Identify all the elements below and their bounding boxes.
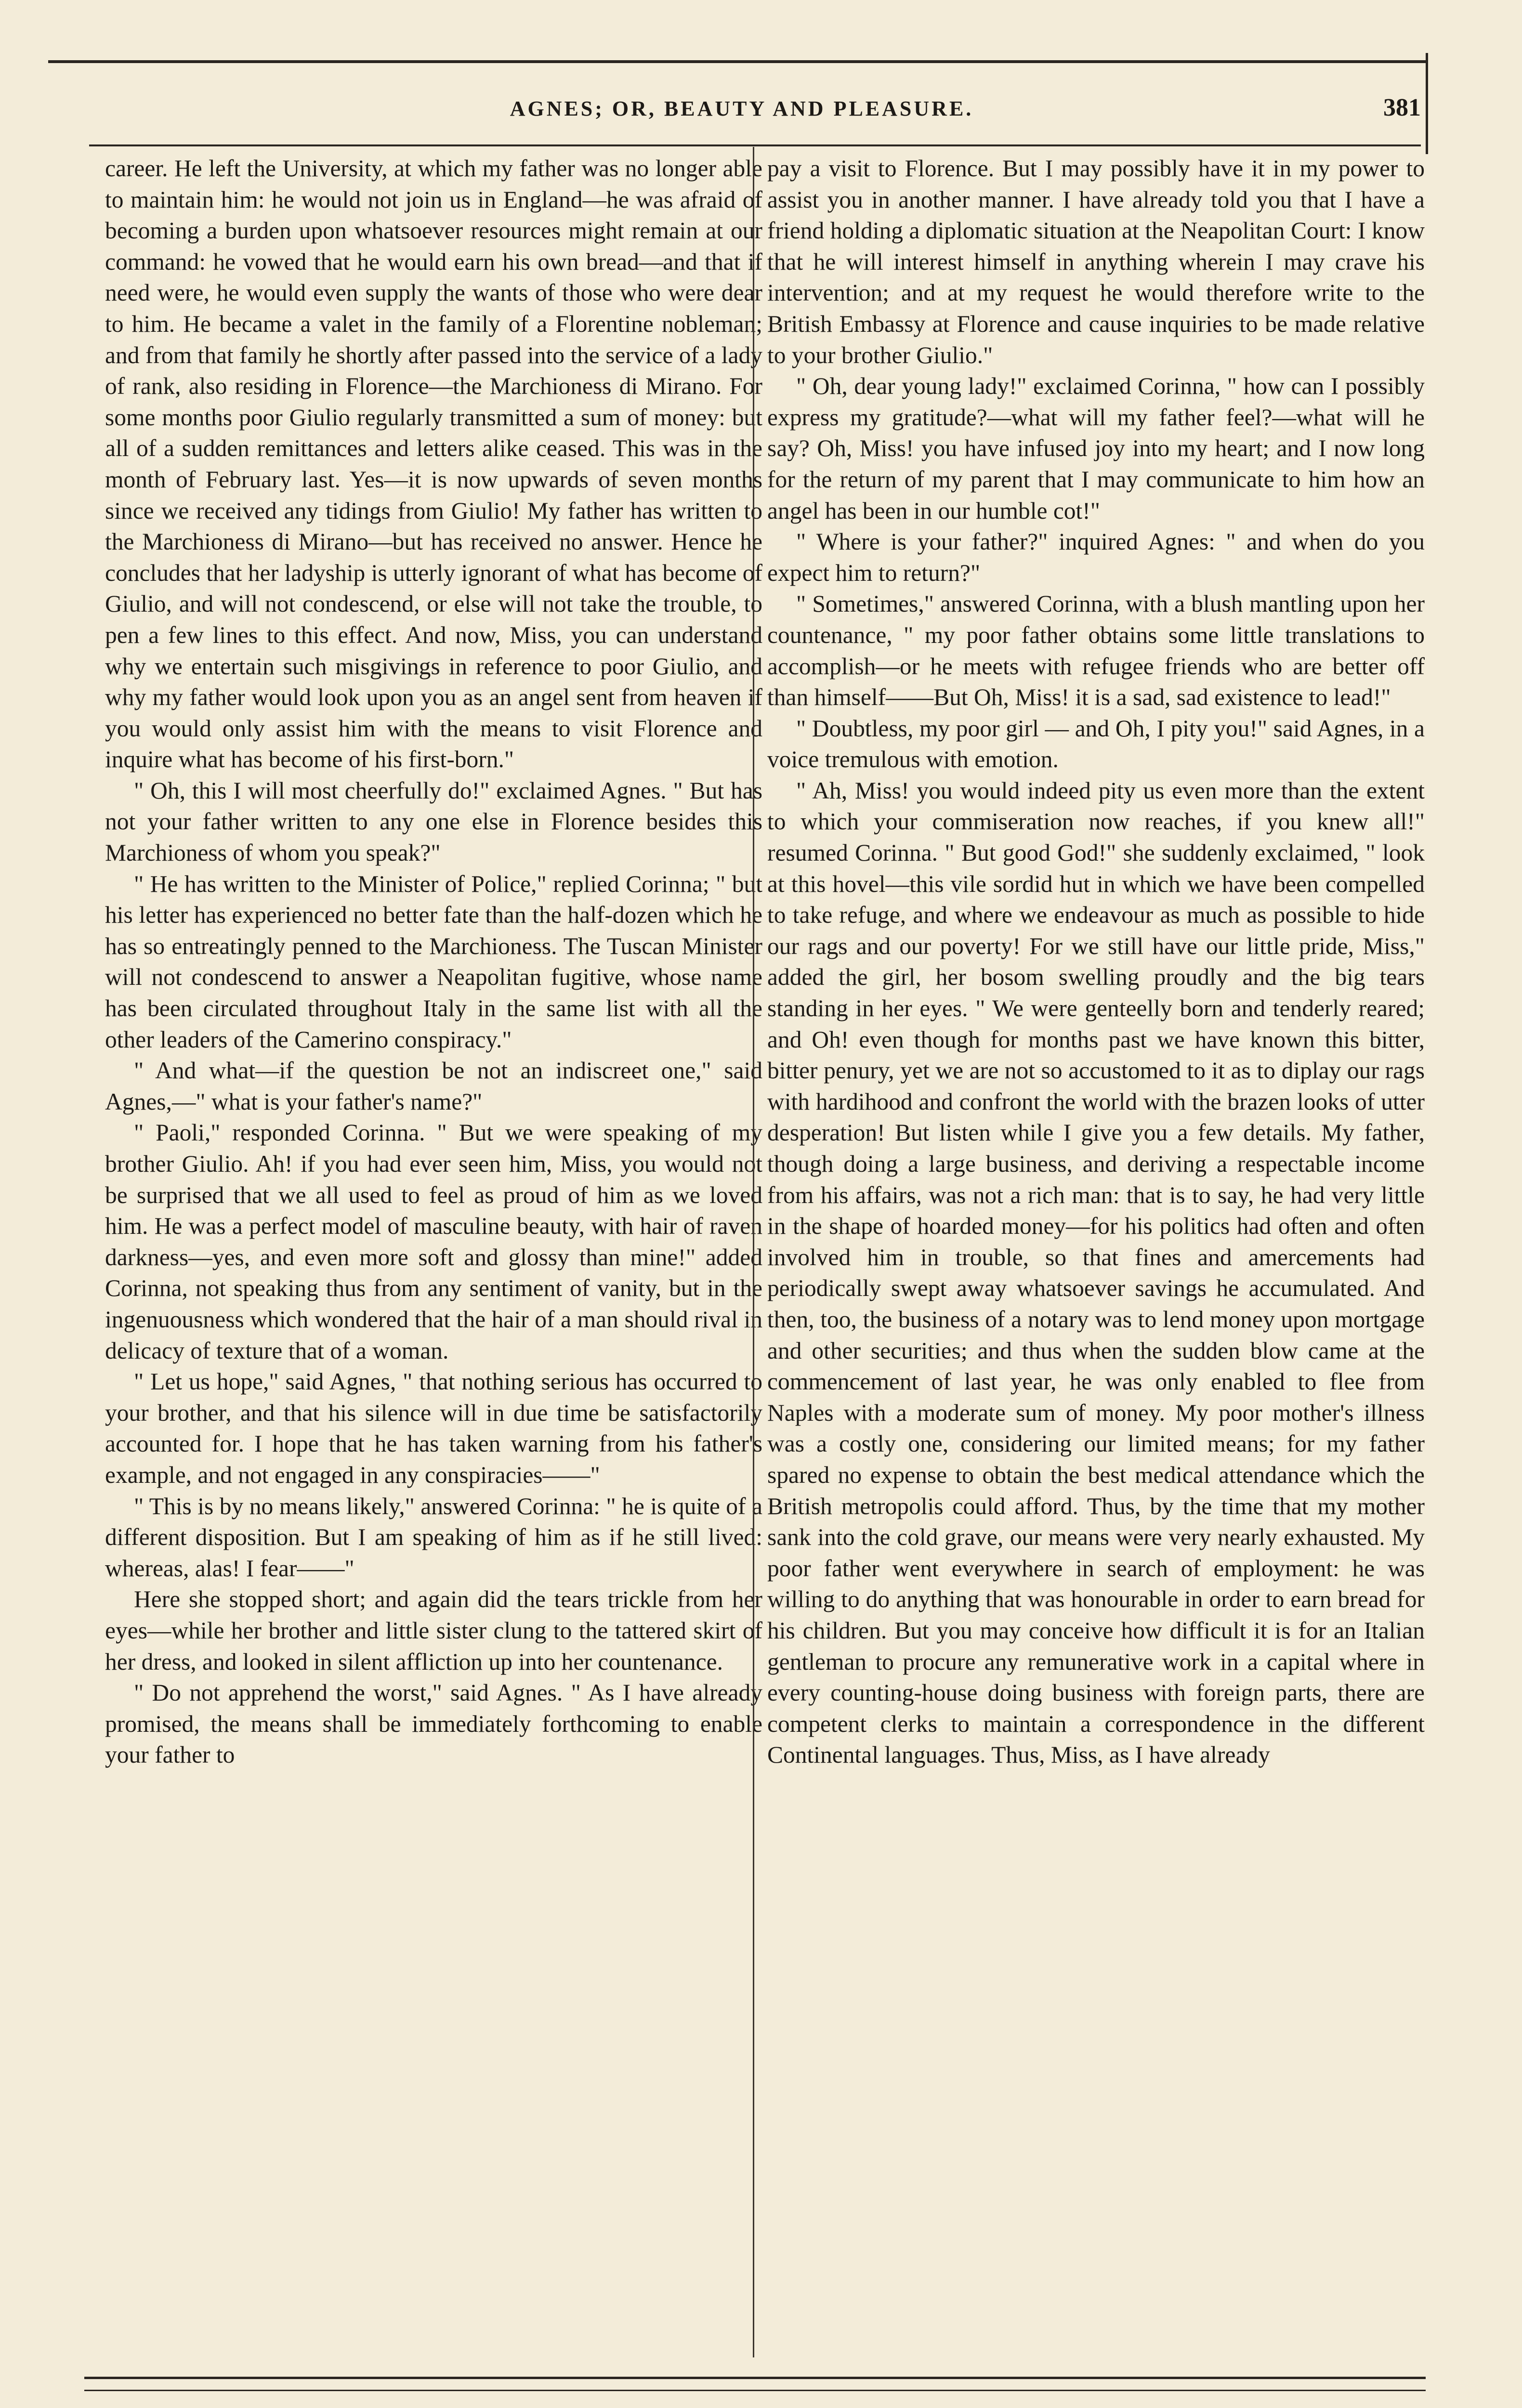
bottom-rule xyxy=(84,2377,1426,2379)
right-border-rule xyxy=(1426,53,1428,154)
column-divider xyxy=(753,147,754,2357)
paragraph: " Do not apprehend the worst," said Agnes. " As I have already promised, the means shall be immediately forthcoming to enable your father to xyxy=(105,1679,762,1768)
paragraph: " Sometimes," answered Corinna, with a blush mantling upon her countenance, " my poor father obtains some little translations to accomplish—or he meets with refugee friends who are better off than himself——But Oh, Miss! it is a sad, sad existence to lead!" xyxy=(767,590,1425,711)
paragraph: " Let us hope," said Agnes, " that nothing serious has occurred to your brother, and that his silence will in due time be satisfactorily accounted for. I hope that he has taken warning from his father's example, and not engaged in any conspiracies——" xyxy=(105,1368,762,1488)
paragraph: Here she stopped short; and again did the tears trickle from her eyes—while her brother and little sister clung to the tattered skirt of her dress, and looked in silent affliction up into her countenance. xyxy=(105,1586,762,1675)
paragraph: " Ah, Miss! you would indeed pity us even more than the extent to which your commiseration now reaches, if you knew all!" resumed Corinna. " But good God!" she suddenly exclaimed, " look at this hovel—this vile sordid hut in which we have been compelled to take refuge, and where we endeavour as much as possible to hide our rags and our poverty! For we still have our little pride, Miss," added the girl, her bosom swelling proudly and the big tears standing in her eyes. " We were genteelly born and tenderly reared; and Oh! even though for months past we have known this bitter, bitter penury, yet we are not so accustomed to it as to diplay our rags with hardihood and confront the world with the brazen looks of utter desperation! But listen while I give you a few details. My father, though doing a large business, and deriving a respectable income from his affairs, was not a rich man: that is to say, he had very little in the shape of hoarded money—for his politics had often and often involved him in trouble, so that fines and amercements had periodically swept away whatsoever savings he accumulated. And then, too, the business of a notary was to lend money upon mortgage and other securities; and thus when the sudden blow came at the commencement of last year, he was only enabled to flee from Naples with a moderate sum of money. My poor mother's illness was a costly one, considering our limited means; for my father spared no expense to obtain the best medical attendance which the British metropolis could afford. Thus, by the time that my mother sank into the cold grave, our means were very nearly exhausted. My poor father went everywhere in search of employment: he was willing to do anything that was honourable in order to earn bread for his children. But you may conceive how difficult it is for an Italian gentleman to procure any remunerative work in a capital where in every counting-house doing business with foreign parts, there are competent clerks to maintain a correspondence in the different Continental languages. Thus, Miss, as I have already xyxy=(767,777,1425,1768)
paragraph: " Oh, this I will most cheerfully do!" exclaimed Agnes. " But has not your father written to any one else in Florence besides this Marchioness of whom you speak?" xyxy=(105,777,762,866)
paragraph: " Doubtless, my poor girl — and Oh, I pity you!" said Agnes, in a voice tremulous with emotion. xyxy=(767,715,1425,773)
paragraph: " Paoli," responded Corinna. " But we were speaking of my brother Giulio. Ah! if you had ever seen him, Miss, you would not be surprised that we all used to feel as proud of him as we loved him. He was a perfect model of masculine beauty, with hair of raven darkness—yes, and even more soft and glossy than mine!" added Corinna, not speaking thus from any sentiment of vanity, but in the ingenuousness which wondered that the hair of a man should rival in delicacy of texture that of a woman. xyxy=(105,1119,762,1364)
paragraph: career. He left the University, at which my father was no longer able to maintain him: he would not join us in England—he was afraid of becoming a burden upon whatsoever resources might remain at our command: he vowed that he would earn his own bread—and that if need were, he would even supply the wants of those who were dear to him. He became a valet in the family of a Florentine nobleman; and from that family he shortly after passed into the service of a lady of rank, also residing in Florence—the Marchioness di Mirano. For some months poor Giulio regularly transmitted a sum of money: but all of a sudden remittances and letters alike ceased. This was in the month of February last. Yes—it is now upwards of seven months since we received any tidings from Giulio! My father has written to the Marchioness di Mirano—but has received no answer. Hence he concludes that her ladyship is utterly ignorant of what has become of Giulio, and will not condescend, or else will not take the trouble, to pen a few lines to this effect. And now, Miss, you can understand why we entertain such misgivings in reference to poor Giulio, and why my father would look upon you as an angel sent from heaven if you would only assist him with the means to visit Florence and inquire what has become of his first-born." xyxy=(105,155,762,773)
right-column xyxy=(767,153,1425,1771)
paragraph: pay a visit to Florence. But I may possibly have it in my power to assist you in another manner. I have already told you that I have a friend holding a diplomatic situation at the Neapolitan Court: I know that he will interest himself in anything wherein I may crave his intervention; and at my request he would therefore write to the British Embassy at Florence and cause inquiries to be made relative to your brother Giulio." xyxy=(767,155,1425,368)
header-rule xyxy=(89,144,1421,146)
paragraph: " Oh, dear young lady!" exclaimed Corinna, " how can I possibly express my gratitude?—what will my father feel?—what will he say? Oh, Miss! you have infused joy into my heart; and I now long for the return of my parent that I may communicate to him how an angel has been in our humble cot!" xyxy=(767,373,1425,524)
page-number: 381 xyxy=(1383,94,1421,121)
page-header xyxy=(63,96,1421,135)
left-column xyxy=(105,153,762,1771)
top-border-rule xyxy=(48,60,1428,63)
paragraph: " And what—if the question be not an indiscreet one," said Agnes,—" what is your father's name?" xyxy=(105,1057,762,1115)
running-head: AGNES; OR, BEAUTY AND PLEASURE. xyxy=(510,97,974,120)
paragraph: " Where is your father?" inquired Agnes: " and when do you expect him to return?" xyxy=(767,528,1425,586)
paragraph: " He has written to the Minister of Police," replied Corinna; " but his letter has experienced no better fate than the half-dozen which he has so entreatingly penned to the Marchioness. The Tuscan Minister will not condescend to answer a Neapolitan fugitive, whose name has been circulated throughout Italy in the same list with all the other leaders of the Camerino conspiracy." xyxy=(105,870,762,1053)
bottom-rule-thin xyxy=(84,2390,1426,2391)
paragraph: " This is by no means likely," answered Corinna: " he is quite of a different disposition. But I am speaking of him as if he still lived: whereas, alas! I fear——" xyxy=(105,1492,762,1582)
